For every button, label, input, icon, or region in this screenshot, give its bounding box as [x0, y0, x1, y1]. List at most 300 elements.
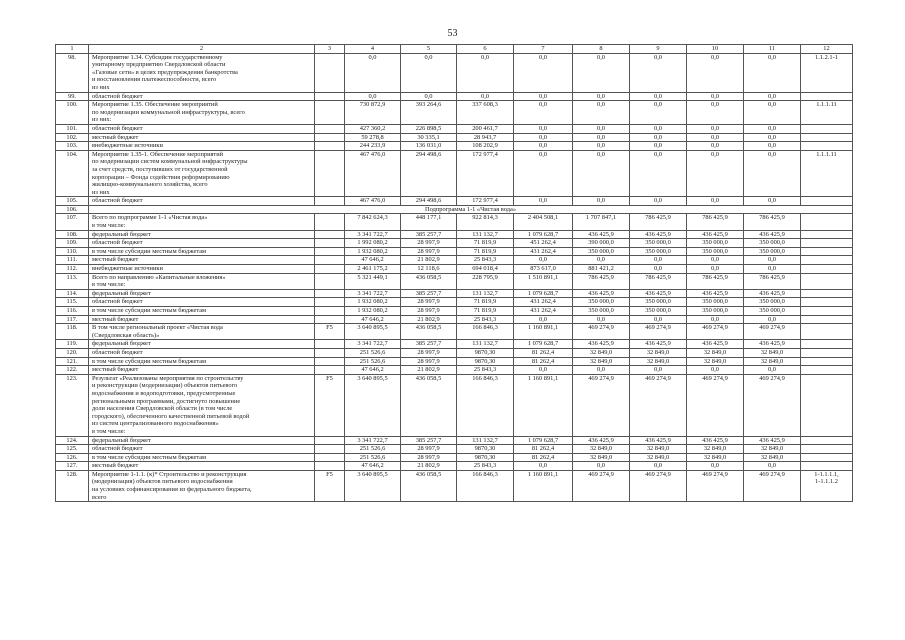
row-value: 436 425,9: [630, 230, 687, 239]
row-value: 0,0: [514, 462, 573, 471]
row-value: 467 476,0: [345, 150, 401, 197]
row-value: 0,0: [744, 462, 801, 471]
row-code: [315, 197, 345, 206]
row-value: 5 321 449,1: [345, 273, 401, 289]
row-code: [315, 214, 345, 230]
row-value: 350 000,0: [573, 307, 630, 316]
row-description: местный бюджет: [89, 133, 315, 142]
row-value: 59 278,8: [345, 133, 401, 142]
row-value: 786 425,9: [630, 273, 687, 289]
row-value: 0,0: [514, 101, 573, 125]
row-value: 0,0: [744, 256, 801, 265]
row-value: 1 932 080,2: [345, 298, 401, 307]
row-value: 469 274,9: [744, 324, 801, 340]
row-number: 125.: [56, 445, 89, 454]
table-row: [56, 445, 853, 454]
table-row: [56, 348, 853, 357]
row-target-ref: [801, 324, 853, 340]
table-row: [56, 436, 853, 445]
table-row: [56, 357, 853, 366]
row-value: 25 843,3: [457, 462, 514, 471]
row-value: 385 257,7: [401, 436, 457, 445]
row-code: [315, 101, 345, 125]
row-value: 436 058,5: [401, 374, 457, 436]
row-number: 126.: [56, 453, 89, 462]
row-code: [315, 273, 345, 289]
row-target-ref: [801, 265, 853, 274]
row-value: 32 849,0: [630, 357, 687, 366]
row-value: 294 498,6: [401, 197, 457, 206]
table-row: [56, 298, 853, 307]
row-value: 131 132,7: [457, 340, 514, 349]
row-description: Всего по направлению «Капитальные вложения» в том числе:: [89, 273, 315, 289]
row-value: 0,0: [744, 92, 801, 101]
header-cell: 5: [401, 45, 457, 54]
row-target-ref: 1.1.1.11: [801, 101, 853, 125]
row-code: [315, 150, 345, 197]
row-value: 350 000,0: [630, 307, 687, 316]
header-cell: 4: [345, 45, 401, 54]
row-description: местный бюджет: [89, 462, 315, 471]
table-row: [56, 289, 853, 298]
row-value: 431 262,4: [514, 307, 573, 316]
row-value: 71 819,9: [457, 247, 514, 256]
row-value: 350 000,0: [573, 247, 630, 256]
row-value: 436 425,9: [573, 340, 630, 349]
row-number: 98.: [56, 53, 89, 92]
row-value: 21 802,9: [401, 462, 457, 471]
row-value: 0,0: [573, 53, 630, 92]
row-value: 0,0: [514, 197, 573, 206]
row-target-ref: [801, 298, 853, 307]
row-value: 0,0: [630, 265, 687, 274]
row-description: Всего по подпрограмме 1-1 «Чистая вода» в том числе:: [89, 214, 315, 230]
row-target-ref: 1-1.1.1.1, 1-1.1.1.2: [801, 470, 853, 501]
row-description: областной бюджет: [89, 445, 315, 454]
row-value: 131 132,7: [457, 436, 514, 445]
row-value: 2 404 508,1: [514, 214, 573, 230]
row-value: 1 707 847,1: [573, 214, 630, 230]
row-target-ref: [801, 307, 853, 316]
row-value: 1 932 080,2: [345, 307, 401, 316]
row-value: 81 262,4: [514, 357, 573, 366]
row-value: 385 257,7: [401, 340, 457, 349]
row-value: 436 425,9: [744, 436, 801, 445]
table-row: [56, 133, 853, 142]
row-value: 350 000,0: [744, 239, 801, 248]
row-target-ref: [801, 315, 853, 324]
row-description: в том числе субсидии местным бюджетам: [89, 357, 315, 366]
row-number: 108.: [56, 230, 89, 239]
row-code: [315, 230, 345, 239]
row-value: 0,0: [687, 265, 744, 274]
row-code: [315, 315, 345, 324]
row-value: 436 425,9: [573, 436, 630, 445]
row-value: 0,0: [573, 124, 630, 133]
row-value: 0,0: [573, 197, 630, 206]
row-number: 104.: [56, 150, 89, 197]
row-number: 111.: [56, 256, 89, 265]
row-value: 47 646,2: [345, 315, 401, 324]
header-cell: 11: [744, 45, 801, 54]
row-number: 122.: [56, 366, 89, 375]
row-value: 786 425,9: [744, 214, 801, 230]
row-value: 0,0: [744, 265, 801, 274]
row-target-ref: [801, 256, 853, 265]
row-value: 226 898,5: [401, 124, 457, 133]
row-value: 431 262,4: [514, 298, 573, 307]
row-value: 131 132,7: [457, 230, 514, 239]
row-value: 25 843,3: [457, 366, 514, 375]
row-value: 436 425,9: [687, 436, 744, 445]
row-value: 436 425,9: [744, 289, 801, 298]
row-target-ref: [801, 436, 853, 445]
row-value: 32 849,0: [630, 348, 687, 357]
row-number: 105.: [56, 197, 89, 206]
row-value: 0,0: [630, 53, 687, 92]
table-row: [56, 462, 853, 471]
row-value: 47 646,2: [345, 256, 401, 265]
row-value: 28 997,9: [401, 348, 457, 357]
row-value: 0,0: [744, 142, 801, 151]
row-target-ref: [801, 462, 853, 471]
row-code: F5: [315, 324, 345, 340]
row-number: 117.: [56, 315, 89, 324]
row-value: 385 257,7: [401, 289, 457, 298]
row-value: 28 997,9: [401, 445, 457, 454]
row-value: 32 849,0: [744, 453, 801, 462]
row-target-ref: [801, 214, 853, 230]
row-value: 730 872,9: [345, 101, 401, 125]
row-value: 28 997,9: [401, 247, 457, 256]
row-value: 469 274,9: [687, 324, 744, 340]
row-value: 350 000,0: [744, 307, 801, 316]
row-value: 3 341 722,7: [345, 289, 401, 298]
row-value: 0,0: [514, 92, 573, 101]
row-code: F5: [315, 374, 345, 436]
table-row: [56, 101, 853, 125]
row-value: 9870,30: [457, 453, 514, 462]
row-value: 32 849,0: [687, 453, 744, 462]
row-value: 9870,30: [457, 445, 514, 454]
row-value: 0,0: [687, 462, 744, 471]
table-row: [56, 247, 853, 256]
header-cell: 9: [630, 45, 687, 54]
row-value: 0,0: [687, 124, 744, 133]
row-value: 469 274,9: [573, 470, 630, 501]
row-value: 350 000,0: [687, 239, 744, 248]
row-value: 21 802,9: [401, 256, 457, 265]
row-value: 28 997,9: [401, 453, 457, 462]
row-value: 32 849,0: [573, 348, 630, 357]
row-value: 81 262,4: [514, 348, 573, 357]
row-value: 0,0: [687, 315, 744, 324]
row-target-ref: [801, 142, 853, 151]
row-value: 0,0: [457, 92, 514, 101]
row-target-ref: [801, 239, 853, 248]
row-number: 114.: [56, 289, 89, 298]
table-row: [56, 340, 853, 349]
row-target-ref: [801, 445, 853, 454]
row-target-ref: 1.1.1.11: [801, 150, 853, 197]
row-code: [315, 298, 345, 307]
row-code: [315, 265, 345, 274]
row-target-ref: [801, 357, 853, 366]
row-value: 0,0: [514, 53, 573, 92]
row-number: 119.: [56, 340, 89, 349]
row-value: 0,0: [744, 101, 801, 125]
row-value: 350 000,0: [573, 298, 630, 307]
row-value: 0,0: [573, 101, 630, 125]
row-value: 0,0: [573, 92, 630, 101]
row-description: местный бюджет: [89, 256, 315, 265]
table-row: [56, 142, 853, 151]
row-value: 350 000,0: [630, 239, 687, 248]
header-cell: 3: [315, 45, 345, 54]
row-value: 0,0: [573, 256, 630, 265]
row-value: 228 795,9: [457, 273, 514, 289]
row-value: 431 262,4: [514, 247, 573, 256]
row-value: 136 031,0: [401, 142, 457, 151]
row-description: федеральный бюджет: [89, 230, 315, 239]
row-code: F5: [315, 470, 345, 501]
row-value: 0,0: [401, 92, 457, 101]
table-row: [56, 273, 853, 289]
row-value: 0,0: [630, 462, 687, 471]
row-value: 0,0: [514, 366, 573, 375]
row-target-ref: [801, 340, 853, 349]
row-description: федеральный бюджет: [89, 340, 315, 349]
row-value: 0,0: [744, 197, 801, 206]
row-value: 881 421,2: [573, 265, 630, 274]
row-value: 0,0: [630, 101, 687, 125]
row-value: 32 849,0: [744, 348, 801, 357]
row-value: 1 079 628,7: [514, 289, 573, 298]
row-number: 102.: [56, 133, 89, 142]
row-value: 0,0: [630, 92, 687, 101]
row-value: 2 461 175,2: [345, 265, 401, 274]
row-value: 469 274,9: [630, 374, 687, 436]
row-value: 436 425,9: [687, 340, 744, 349]
row-value: 436 058,5: [401, 324, 457, 340]
table-row: [56, 315, 853, 324]
row-value: 244 233,9: [345, 142, 401, 151]
header-cell: 1: [56, 45, 89, 54]
row-value: 436 425,9: [744, 230, 801, 239]
row-value: 25 843,3: [457, 256, 514, 265]
row-value: 350 000,0: [630, 298, 687, 307]
row-value: 0,0: [744, 124, 801, 133]
row-code: [315, 256, 345, 265]
row-number: 118.: [56, 324, 89, 340]
row-description: федеральный бюджет: [89, 289, 315, 298]
row-value: 1 079 628,7: [514, 436, 573, 445]
row-value: 0,0: [687, 150, 744, 197]
row-value: 0,0: [630, 124, 687, 133]
row-code: [315, 239, 345, 248]
row-value: 1 160 891,1: [514, 470, 573, 501]
row-target-ref: [801, 453, 853, 462]
row-value: 0,0: [514, 315, 573, 324]
row-value: 166 846,3: [457, 470, 514, 501]
row-value: 32 849,0: [630, 445, 687, 454]
row-value: 32 849,0: [687, 348, 744, 357]
row-value: 9870,30: [457, 348, 514, 357]
row-value: 0,0: [514, 133, 573, 142]
row-description: областной бюджет: [89, 298, 315, 307]
row-value: 0,0: [630, 133, 687, 142]
row-description: внебюджетные источники: [89, 265, 315, 274]
row-code: [315, 124, 345, 133]
row-value: 32 849,0: [744, 445, 801, 454]
row-value: 922 814,3: [457, 214, 514, 230]
row-value: 0,0: [744, 53, 801, 92]
row-value: 0,0: [345, 92, 401, 101]
row-value: 3 341 722,7: [345, 340, 401, 349]
row-value: 166 846,3: [457, 324, 514, 340]
row-number: 127.: [56, 462, 89, 471]
row-target-ref: [801, 289, 853, 298]
row-value: 694 018,4: [457, 265, 514, 274]
row-value: 0,0: [514, 150, 573, 197]
table-row: [56, 374, 853, 436]
row-code: [315, 247, 345, 256]
row-number: 115.: [56, 298, 89, 307]
row-value: 469 274,9: [687, 374, 744, 436]
row-value: 3 341 722,7: [345, 436, 401, 445]
row-value: 436 058,5: [401, 470, 457, 501]
header-cell: 6: [457, 45, 514, 54]
row-value: 294 498,6: [401, 150, 457, 197]
row-value: 0,0: [401, 53, 457, 92]
row-value: 436 425,9: [744, 340, 801, 349]
row-value: 32 849,0: [630, 453, 687, 462]
table-row: [56, 124, 853, 133]
row-code: [315, 133, 345, 142]
row-value: 436 425,9: [630, 436, 687, 445]
row-value: 25 843,3: [457, 315, 514, 324]
row-number: 121.: [56, 357, 89, 366]
budget-table: [55, 44, 853, 502]
row-value: 0,0: [630, 256, 687, 265]
row-description: в том числе субсидии местным бюджетам: [89, 453, 315, 462]
row-value: 436 425,9: [630, 289, 687, 298]
row-value: 436 058,5: [401, 273, 457, 289]
row-value: 71 819,9: [457, 307, 514, 316]
row-number: 112.: [56, 265, 89, 274]
row-code: [315, 348, 345, 357]
row-number: 123.: [56, 374, 89, 436]
row-value: 172 977,4: [457, 150, 514, 197]
row-value: 166 846,3: [457, 374, 514, 436]
row-description: федеральный бюджет: [89, 436, 315, 445]
row-value: 0,0: [687, 53, 744, 92]
subprogram-title: Подпрограмма 1-1 «Чистая вода»: [89, 205, 853, 214]
row-description: областной бюджет: [89, 92, 315, 101]
row-value: 469 274,9: [573, 324, 630, 340]
row-value: 3 341 722,7: [345, 230, 401, 239]
table-row: [56, 265, 853, 274]
row-value: 1 932 080,2: [345, 247, 401, 256]
row-value: 3 640 895,5: [345, 470, 401, 501]
row-value: 71 819,9: [457, 298, 514, 307]
header-cell: 7: [514, 45, 573, 54]
row-value: 786 425,9: [687, 214, 744, 230]
row-description: Результат «Реализованы мероприятия по строительству и реконструкции (модернизации) объектов питьевого водоснабжения и водоподготовки, предусмотренные региональными программами, достигнуто повышение доли населения Свердловской области (в том числе городского), обеспеченного качественной питьевой водой из систем централизованного водоснабжения» в том числе:: [89, 374, 315, 436]
row-number: 101.: [56, 124, 89, 133]
row-value: 469 274,9: [573, 374, 630, 436]
row-value: 786 425,9: [630, 214, 687, 230]
row-value: 0,0: [573, 133, 630, 142]
row-target-ref: [801, 133, 853, 142]
page-number: 53: [447, 28, 458, 39]
row-value: 0,0: [687, 142, 744, 151]
row-value: 3 640 895,5: [345, 374, 401, 436]
row-code: [315, 366, 345, 375]
row-code: [315, 436, 345, 445]
row-target-ref: [801, 366, 853, 375]
row-value: 0,0: [514, 142, 573, 151]
row-value: 1 160 891,1: [514, 324, 573, 340]
row-value: 131 132,7: [457, 289, 514, 298]
row-description: Мероприятие 1-1.1. (к)* Строительство и реконструкция (модернизация) объектов питьевого водоснабжения на условиях софинансирования из федерального бюджета, всего: [89, 470, 315, 501]
row-code: [315, 340, 345, 349]
row-value: 0,0: [573, 150, 630, 197]
row-target-ref: [801, 374, 853, 436]
row-value: 0,0: [573, 315, 630, 324]
row-value: 28 997,9: [401, 357, 457, 366]
row-value: 0,0: [687, 101, 744, 125]
row-value: 0,0: [630, 366, 687, 375]
row-value: 251 526,6: [345, 348, 401, 357]
table-row: [56, 230, 853, 239]
row-value: 436 425,9: [573, 230, 630, 239]
row-value: 7 842 624,3: [345, 214, 401, 230]
row-code: [315, 289, 345, 298]
row-value: 0,0: [687, 92, 744, 101]
row-value: 1 079 628,7: [514, 340, 573, 349]
row-value: 469 274,9: [744, 470, 801, 501]
row-value: 172 977,4: [457, 197, 514, 206]
row-value: 0,0: [457, 53, 514, 92]
row-value: 786 425,9: [744, 273, 801, 289]
row-value: 469 274,9: [744, 374, 801, 436]
row-value: 436 425,9: [687, 230, 744, 239]
table-row: [56, 150, 853, 197]
row-value: 337 608,3: [457, 101, 514, 125]
row-description: Мероприятие 1.35. Обеспечение мероприятий по модернизации коммунальной инфраструктуры, всего из них:: [89, 101, 315, 125]
row-value: 28 997,9: [401, 239, 457, 248]
row-number: 116.: [56, 307, 89, 316]
row-value: 0,0: [573, 462, 630, 471]
row-code: [315, 53, 345, 92]
row-value: 32 849,0: [687, 445, 744, 454]
row-number: 106.: [56, 205, 89, 214]
row-value: 1 510 891,1: [514, 273, 573, 289]
row-code: [315, 142, 345, 151]
row-value: 71 819,9: [457, 239, 514, 248]
header-row: [56, 45, 853, 54]
row-value: 108 202,9: [457, 142, 514, 151]
row-value: 47 646,2: [345, 366, 401, 375]
row-value: 0,0: [744, 366, 801, 375]
row-code: [315, 453, 345, 462]
row-value: 30 335,1: [401, 133, 457, 142]
header-cell: 8: [573, 45, 630, 54]
row-target-ref: [801, 247, 853, 256]
table-row: [56, 214, 853, 230]
row-value: 0,0: [687, 366, 744, 375]
